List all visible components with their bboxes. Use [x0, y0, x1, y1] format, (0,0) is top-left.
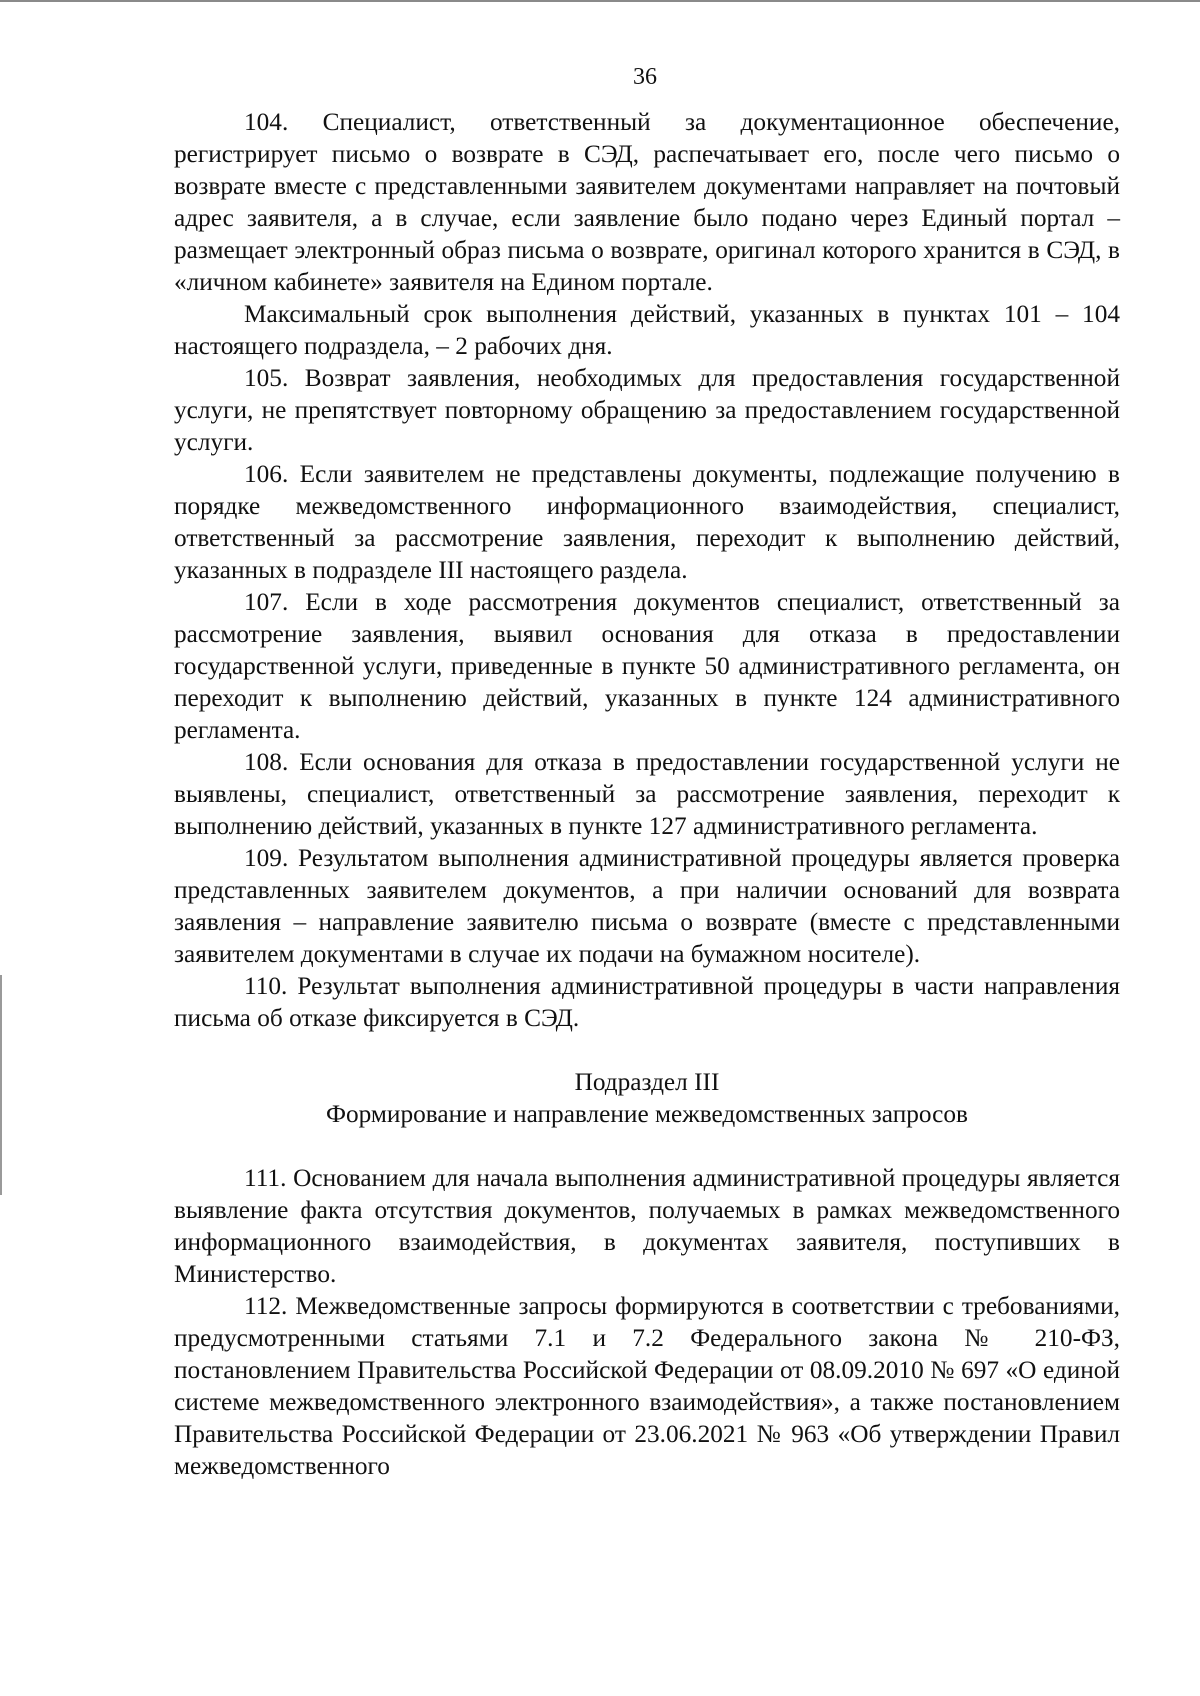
paragraph-108: 108. Если основания для отказа в предоставлении государственной услуги не выявлены, специалист, ответственный за рассмотрение заявления, переходит к выполнению действий, указанных в пункте 127 административного регламента.	[174, 748, 1120, 840]
paragraph-107: 107. Если в ходе рассмотрения документов специалист, ответственный за рассмотрение заявления, выявил основания для отказа в предоставлении государственной услуги, приведенные в пункте 50 административного регламента, он переходит к выполнению действий, указанных в пункте 124 административного регламента.	[174, 588, 1120, 744]
document-body	[174, 106, 1120, 1482]
paragraph-110: 110. Результат выполнения административной процедуры в части направления письма об отказе фиксируется в СЭД.	[174, 972, 1120, 1032]
paragraph-max-term: Максимальный срок выполнения действий, указанных в пунктах 101 – 104 настоящего подраздела, – 2 рабочих дня.	[174, 300, 1120, 360]
paragraph-105: 105. Возврат заявления, необходимых для предоставления государственной услуги, не препятствует повторному обращению за предоставлением государственной услуги.	[174, 364, 1120, 456]
paragraph-111: 111. Основанием для начала выполнения административной процедуры является выявление факта отсутствия документов, получаемых в рамках межведомственного информационного взаимодействия, в документах заявителя, поступивших в Министерство.	[174, 1164, 1120, 1288]
paragraph-106: 106. Если заявителем не представлены документы, подлежащие получению в порядке межведомственного информационного взаимодействия, специалист, ответственный за рассмотрение заявления, переходит к выполнению действий, указанных в подразделе III настоящего раздела.	[174, 460, 1120, 584]
paragraph-104: 104. Специалист, ответственный за документационное обеспечение, регистрирует письмо о возврате в СЭД, распечатывает его, после чего письмо о возврате вместе с представленными заявителем документами направляет на почтовый адрес заявителя, а в случае, если заявление было подано через Единый портал – размещает электронный образ письма о возврате, оригинал которого хранится в СЭД, в «личном кабинете» заявителя на Едином портале.	[174, 108, 1120, 296]
subsection-heading: Формирование и направление межведомственных запросов	[326, 1100, 968, 1128]
paragraph-112: 112. Межведомственные запросы формируются в соответствии с требованиями, предусмотренными статьями 7.1 и 7.2 Федерального закона № 210-ФЗ, постановлением Правительства Российской Федерации от 08.09.2010 № 697 «О единой системе межведомственного электронного взаимодействия», а также постановлением Правительства Российской Федерации от 23.06.2021 № 963 «Об утверждении Правил межведомственного	[174, 1292, 1120, 1480]
subsection-title: Подраздел III	[574, 1068, 720, 1096]
page-number: 36	[633, 64, 657, 90]
scan-top-edge	[0, 0, 1200, 2]
paragraph-109: 109. Результатом выполнения административной процедуры является проверка представленных заявителем документов, а при наличии оснований для возврата заявления – направление заявителю письма о возврате (вместе с представленными заявителем документами в случае их подачи на бумажном носителе).	[174, 844, 1120, 968]
scan-left-mark	[0, 975, 2, 1195]
